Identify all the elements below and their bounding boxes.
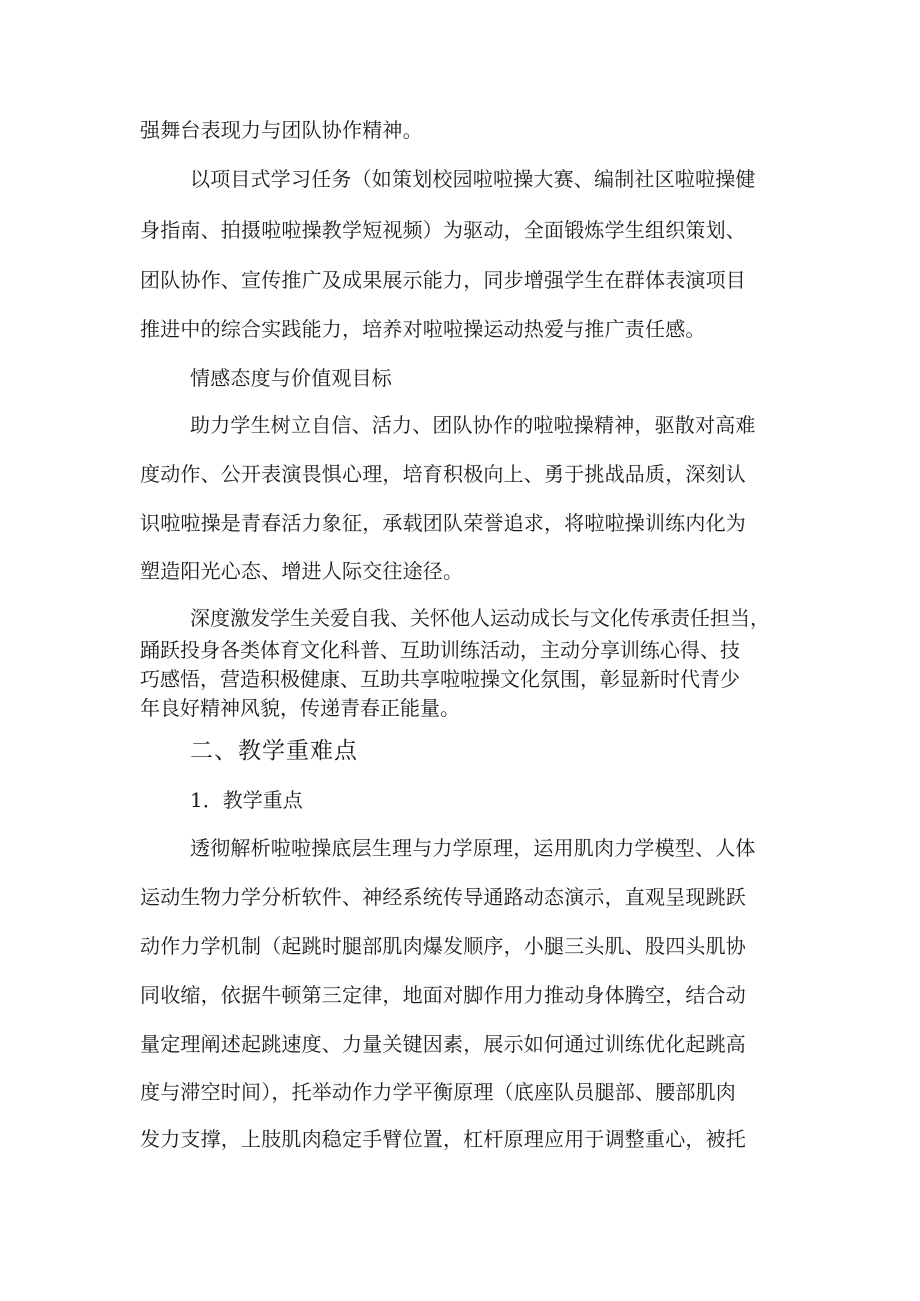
paragraph-line: 深度激发学生关爱自我、关怀他人运动成长与文化传承责任担当， [190, 606, 770, 630]
paragraph-line: 踊跃投身各类体育文化科普、互助训练活动，主动分享训练心得、技 [140, 638, 740, 662]
section-title: 情感态度与价值观目标 [190, 366, 392, 390]
paragraph-line: 动作力学机制（起跳时腿部肌肉爆发顺序，小腿三头肌、股四头肌协 [140, 934, 746, 958]
paragraph-line: 运动生物力学分析软件、神经系统传导通路动态演示，直观呈现跳跃 [140, 885, 746, 909]
paragraph-line: 透彻解析啦啦操底层生理与力学原理，运用肌肉力学模型、人体 [190, 836, 756, 860]
paragraph-line: 量定理阐述起跳速度、力量关键因素，展示如何通过训练优化起跳高 [140, 1032, 746, 1056]
subsection-heading: 1．教学重点 [190, 788, 303, 812]
paragraph-line: 巧感悟，营造积极健康、互助共享啦啦操文化氛围，彰显新时代青少 [140, 667, 740, 691]
paragraph-line: 发力支撑，上肢肌肉稳定手臂位置，杠杆原理应用于调整重心，被托 [140, 1127, 746, 1151]
paragraph-line: 助力学生树立自信、活力、团队协作的啦啦操精神，驱散对高难 [190, 413, 756, 437]
paragraph-line: 年良好精神风貌，传递青春正能量。 [140, 696, 460, 720]
paragraph-line: 识啦啦操是青春活力象征，承载团队荣誉追求，将啦啦操训练内化为 [140, 511, 746, 535]
paragraph-line: 塑造阳光心态、增进人际交往途径。 [140, 559, 464, 583]
paragraph-line: 度与滞空时间），托举动作力学平衡原理（底座队员腿部、腰部肌肉 [140, 1080, 736, 1104]
paragraph-line: 强舞台表现力与团队协作精神。 [140, 118, 423, 142]
paragraph-line: 同收缩，依据牛顿第三定律，地面对脚作用力推动身体腾空，结合动 [140, 983, 746, 1007]
paragraph-line: 以项目式学习任务（如策划校园啦啦操大赛、编制社区啦啦操健 [190, 167, 756, 191]
paragraph-line: 身指南、拍摄啦啦操教学短视频）为驱动，全面锻炼学生组织策划、 [140, 218, 746, 242]
paragraph-line: 度动作、公开表演畏惧心理，培育积极向上、勇于挑战品质，深刻认 [140, 462, 746, 486]
paragraph-line: 团队协作、宣传推广及成果展示能力，同步增强学生在群体表演项目 [140, 268, 746, 292]
section-heading: 二、教学重难点 [190, 738, 358, 764]
paragraph-line: 推进中的综合实践能力，培养对啦啦操运动热爱与推广责任感。 [140, 317, 706, 341]
